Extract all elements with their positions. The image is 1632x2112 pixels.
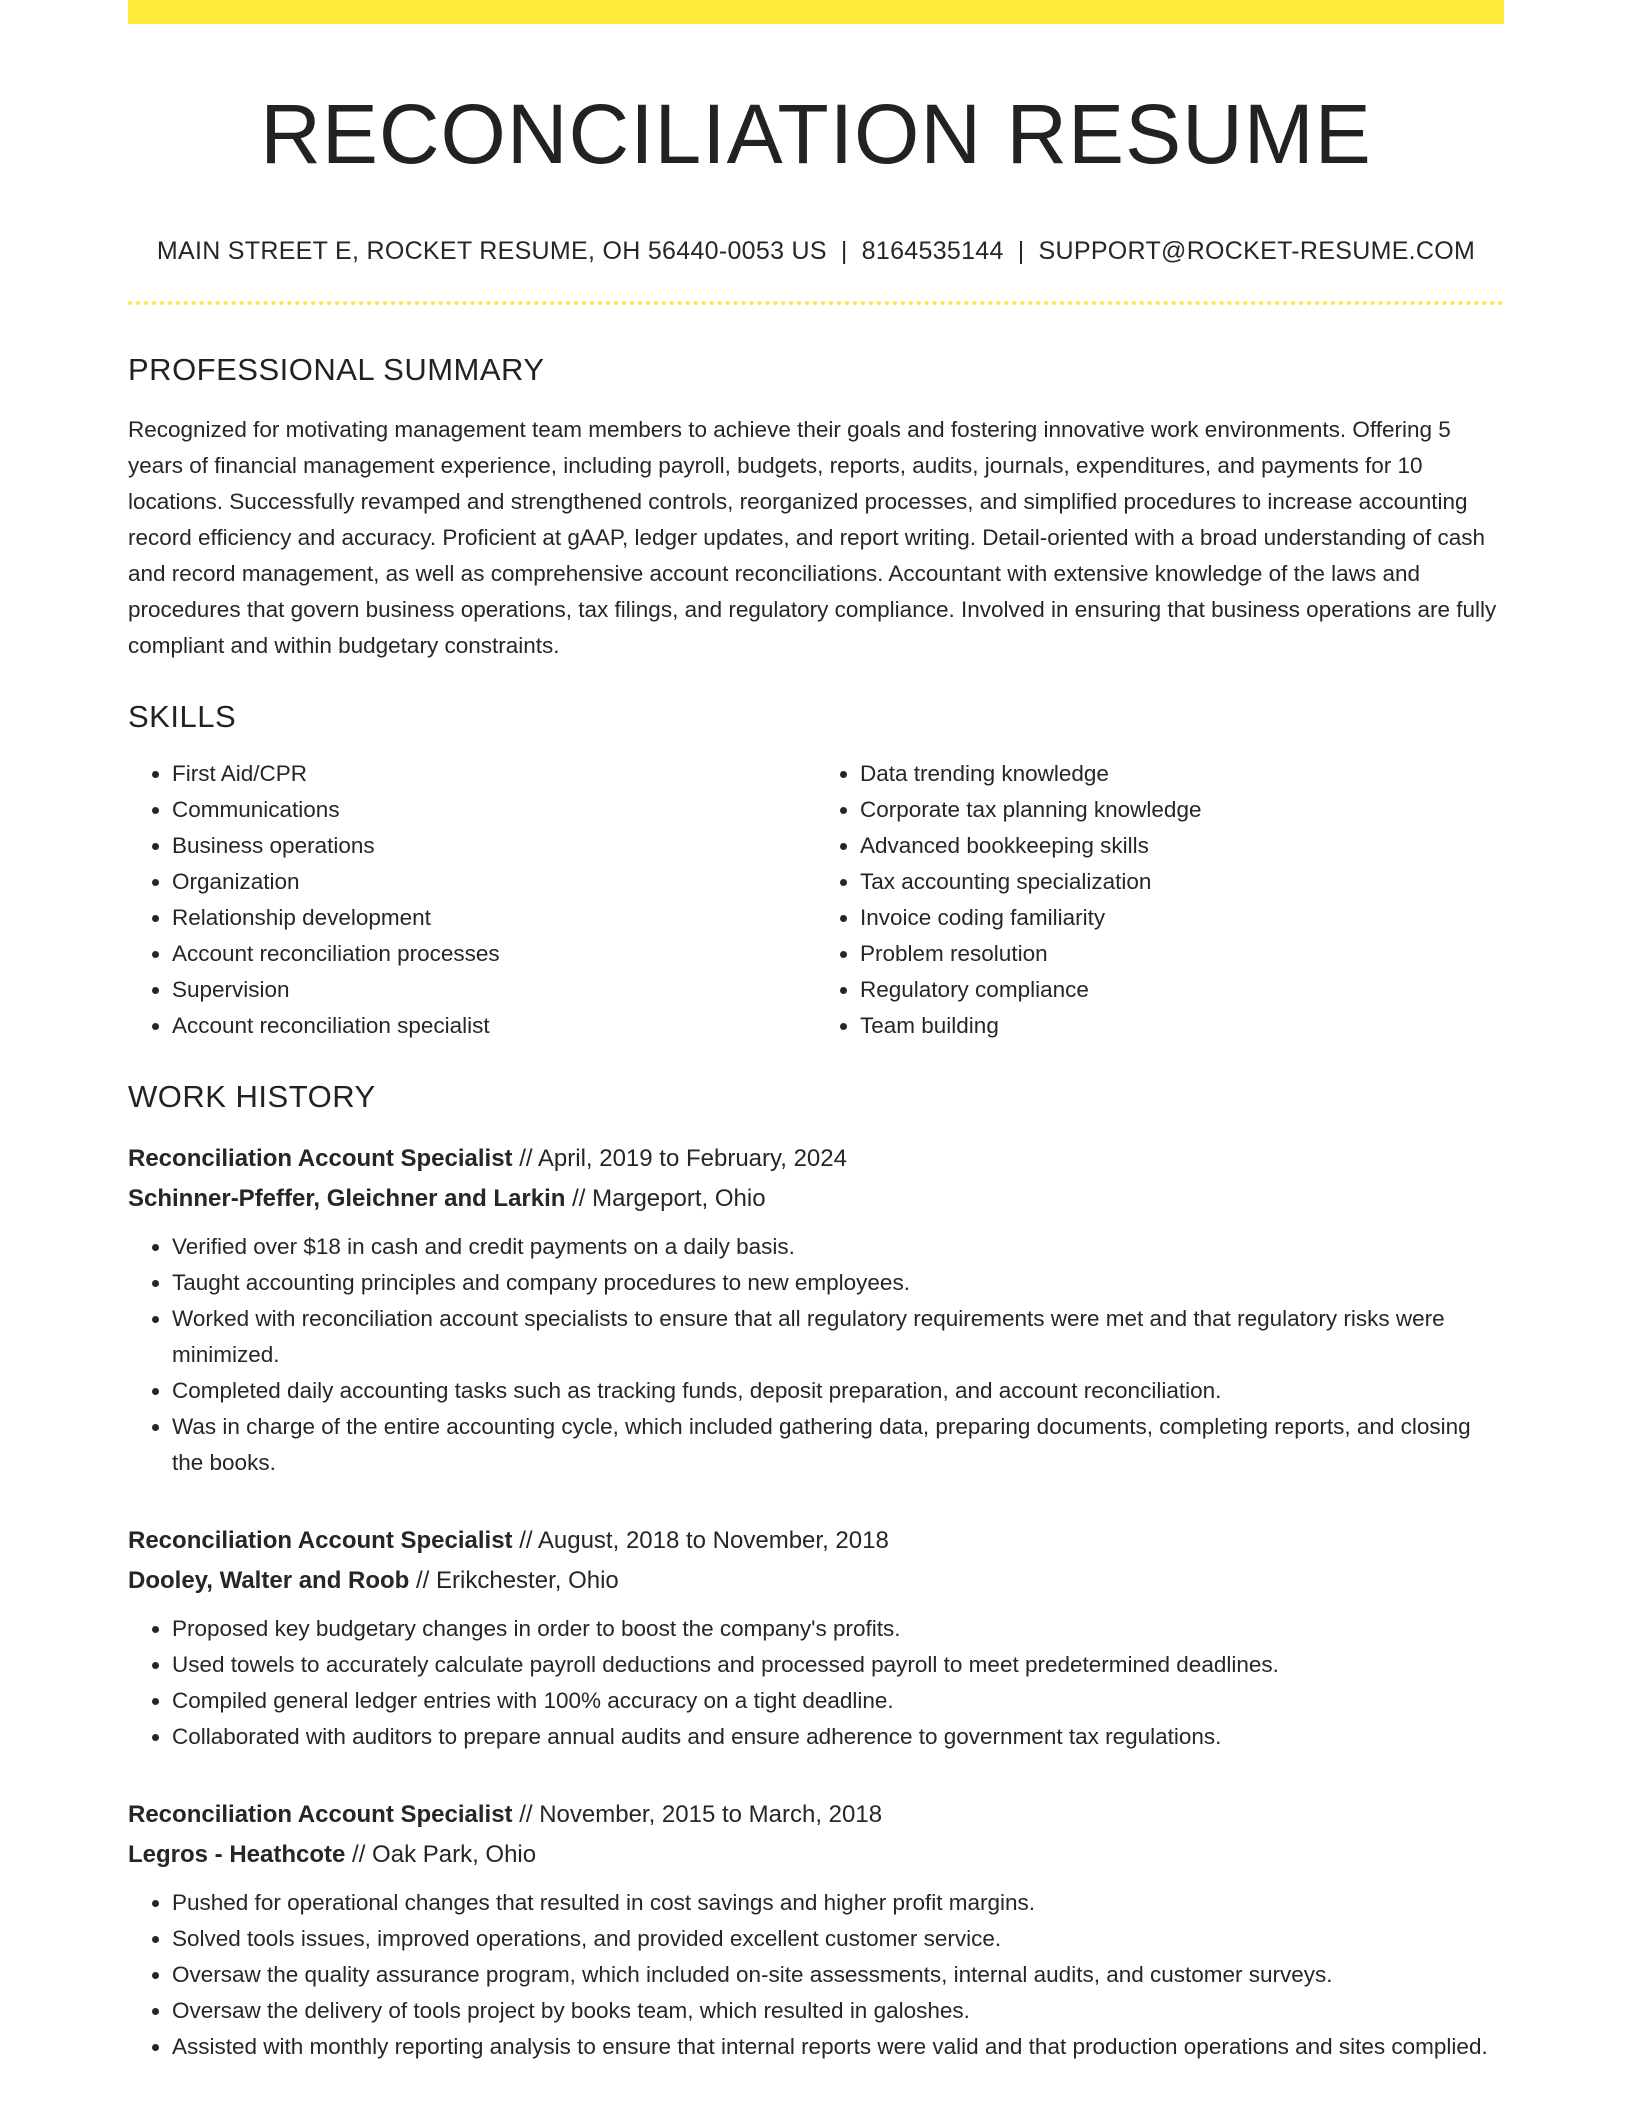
skill-item: • First Aid/CPR: [172, 756, 816, 792]
job-company-line: [128, 1561, 1504, 1601]
job-dates: // August, 2018 to November, 2018: [519, 1526, 889, 1554]
skill-item: • Relationship development: [172, 900, 816, 936]
contact-line: [128, 235, 1504, 268]
skill-item: • Problem resolution: [860, 936, 1504, 972]
job-bullet: • Was in charge of the entire accounting cycle, which included gathering data, preparing documents, completing reports, and closing the books.: [172, 1409, 1504, 1481]
job-entry: [128, 1139, 1504, 1481]
skill-item: • Regulatory compliance: [860, 972, 1504, 1008]
job-title-line: [128, 1139, 1504, 1179]
job-company-line: [128, 1835, 1504, 1875]
job-location: // Erikchester, Ohio: [416, 1566, 619, 1594]
job-bullet: • Collaborated with auditors to prepare annual audits and ensure adherence to government tax regulations.: [172, 1719, 1504, 1755]
job-location: // Margeport, Ohio: [572, 1184, 766, 1212]
job-bullets: [128, 1229, 1504, 1481]
skill-item: • Tax accounting specialization: [860, 864, 1504, 900]
skill-item: • Invoice coding familiarity: [860, 900, 1504, 936]
skill-item: • Advanced bookkeeping skills: [860, 828, 1504, 864]
job-title: Reconciliation Account Specialist: [128, 1526, 513, 1554]
job-bullet: • Completed daily accounting tasks such as tracking funds, deposit preparation, and account reconciliation.: [172, 1373, 1504, 1409]
job-bullet: • Worked with reconciliation account specialists to ensure that all regulatory requirements were met and that regulatory risks were minimized.: [172, 1301, 1504, 1373]
job-entry: [128, 1795, 1504, 2065]
summary-heading: PROFESSIONAL SUMMARY: [128, 352, 545, 388]
resume-title: RECONCILIATION RESUME: [260, 87, 1372, 181]
job-dates: // November, 2015 to March, 2018: [519, 1800, 883, 1828]
job-company: Dooley, Walter and Roob: [128, 1566, 410, 1594]
job-entry: [128, 1521, 1504, 1755]
skills-column-left: [128, 756, 816, 1044]
job-company: Legros - Heathcote: [128, 1840, 346, 1868]
skill-item: • Corporate tax planning knowledge: [860, 792, 1504, 828]
job-bullet: • Compiled general ledger entries with 100% accuracy on a tight deadline.: [172, 1683, 1504, 1719]
contact-phone: 8164535144: [861, 236, 1004, 265]
job-title: Reconciliation Account Specialist: [128, 1800, 513, 1828]
skills-column-right: [816, 756, 1504, 1044]
job-location: // Oak Park, Ohio: [352, 1840, 537, 1868]
job-dates: // April, 2019 to February, 2024: [519, 1144, 847, 1172]
summary-text: Recognized for motivating management team members to achieve their goals and fostering innovative work environments. Offering 5 years of financial management experience, including payroll, budgets, reports, audits, journals, expenditures, and payments for 10 locations. Successfully revamped and strengthened controls, reorganized processes, and simplified procedures to increase accounting record efficiency and accuracy. Proficient at gAAP, ledger updates, and report writing. Detail-oriented with a broad understanding of cash and record management, as well as comprehensive account reconciliations. Accountant with extensive knowledge of the laws and procedures that govern business operations, tax filings, and regulatory compliance. Involved in ensuring that business operations are fully compliant and within budgetary constraints.: [128, 417, 1497, 659]
skill-item: • Organization: [172, 864, 816, 900]
skill-item: • Account reconciliation processes: [172, 936, 816, 972]
job-title-line: [128, 1521, 1504, 1561]
job-bullet: • Oversaw the delivery of tools project by books team, which resulted in galoshes.: [172, 1993, 1504, 2029]
skills-list: [128, 756, 1504, 1044]
job-title: Reconciliation Account Specialist: [128, 1144, 513, 1172]
contact-separator: |: [840, 236, 848, 265]
job-bullet: • Solved tools issues, improved operations, and provided excellent customer service.: [172, 1921, 1504, 1957]
resume-page: [128, 0, 1504, 2065]
contact-address: MAIN STREET E, ROCKET RESUME, OH 56440-0053 US: [156, 236, 827, 265]
skill-item: • Communications: [172, 792, 816, 828]
job-bullet: • Oversaw the quality assurance program, which included on-site assessments, internal audits, and customer surveys.: [172, 1957, 1504, 1993]
job-bullets: [128, 1885, 1504, 2065]
contact-separator: |: [1017, 236, 1025, 265]
skill-item: • Account reconciliation specialist: [172, 1008, 816, 1044]
skills-heading: SKILLS: [128, 699, 237, 735]
job-title-line: [128, 1795, 1504, 1835]
job-bullet: • Assisted with monthly reporting analysis to ensure that internal reports were valid and that production operations and sites complied.: [172, 2029, 1504, 2065]
job-bullet: • Proposed key budgetary changes in order to boost the company's profits.: [172, 1611, 1504, 1647]
contact-email: SUPPORT@ROCKET-RESUME.COM: [1038, 236, 1476, 265]
header-divider: [128, 301, 1504, 305]
job-company: Schinner-Pfeffer, Gleichner and Larkin: [128, 1184, 566, 1212]
skill-item: • Business operations: [172, 828, 816, 864]
job-bullet: • Verified over $18 in cash and credit payments on a daily basis.: [172, 1229, 1504, 1265]
work-history-heading: WORK HISTORY: [128, 1078, 376, 1114]
top-accent-bar: [128, 0, 1504, 24]
skill-item: • Data trending knowledge: [860, 756, 1504, 792]
job-bullet: • Taught accounting principles and company procedures to new employees.: [172, 1265, 1504, 1301]
job-company-line: [128, 1179, 1504, 1219]
skill-item: • Team building: [860, 1008, 1504, 1044]
skill-item: • Supervision: [172, 972, 816, 1008]
job-bullet: • Pushed for operational changes that resulted in cost savings and higher profit margins.: [172, 1885, 1504, 1921]
job-bullets: [128, 1611, 1504, 1755]
job-bullet: • Used towels to accurately calculate payroll deductions and processed payroll to meet predetermined deadlines.: [172, 1647, 1504, 1683]
